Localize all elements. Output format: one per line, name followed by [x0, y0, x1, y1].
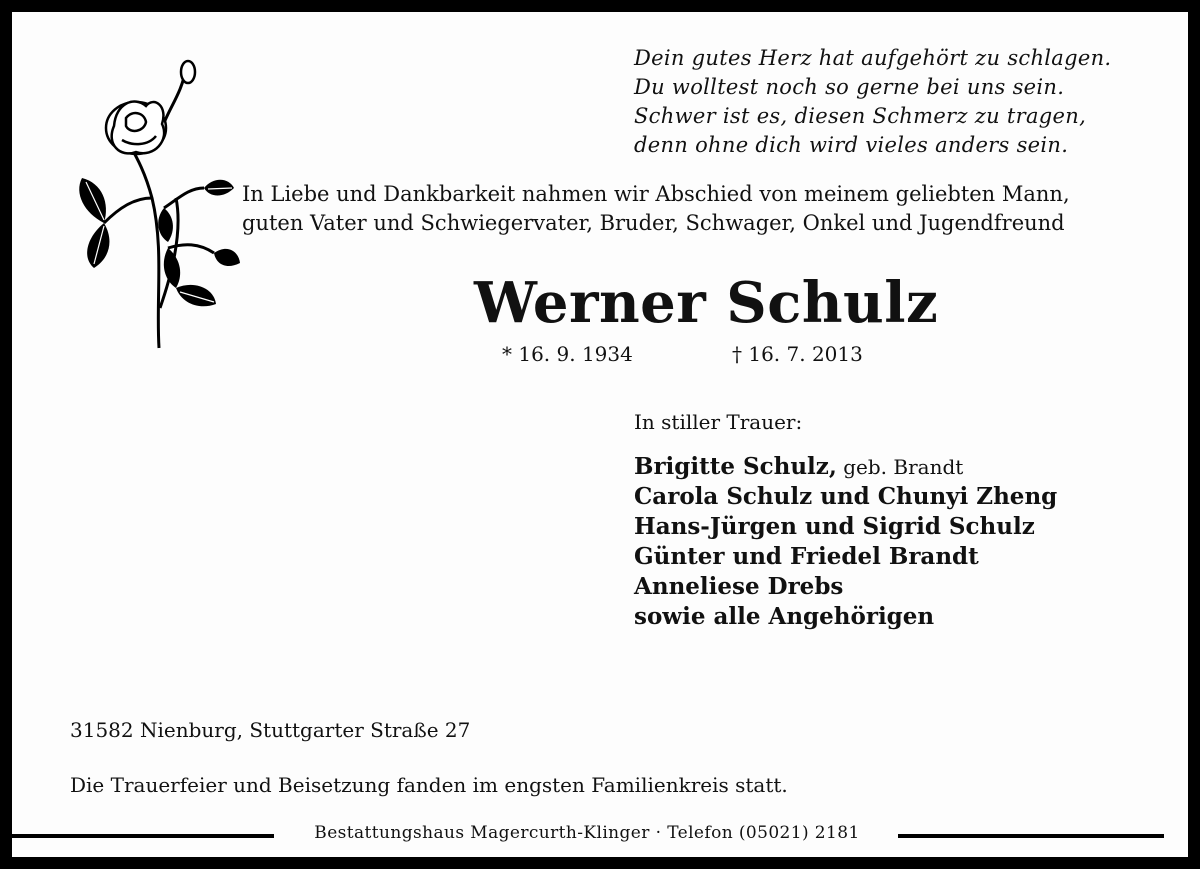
mourner-item — [634, 482, 1174, 512]
funeral-notice: Die Trauerfeier und Beisetzung fanden im engsten Familienkreis statt. — [70, 773, 788, 797]
funeral-home-footer: Bestattungshaus Magercurth-Klinger · Telefon (05021) 2181 — [314, 823, 860, 843]
mourner-list — [634, 452, 1174, 632]
mourner-item — [634, 602, 1174, 632]
poem-line: Du wolltest noch so gerne bei uns sein. — [634, 75, 1065, 99]
footer-rule-left — [12, 834, 274, 838]
rose-icon — [64, 48, 244, 358]
poem-line: denn ohne dich wird vieles anders sein. — [634, 133, 1069, 157]
farewell-line: guten Vater und Schwiegervater, Bruder, Schwager, Onkel und Jugendfreund — [242, 211, 1065, 235]
mourning-label: In stiller Trauer: — [634, 410, 803, 434]
footer-rule-right — [898, 834, 1164, 838]
mourner-name: Hans-Jürgen und Sigrid Schulz — [634, 513, 1035, 540]
poem — [634, 44, 1154, 160]
poem-line: Dein gutes Herz hat aufgehört zu schlagen. — [634, 46, 1112, 70]
mourner-item — [634, 452, 1174, 482]
mourner-item — [634, 542, 1174, 572]
deceased-name: Werner Schulz — [474, 270, 939, 336]
death-date: † 16. 7. 2013 — [732, 342, 863, 366]
mourner-name: Günter und Friedel Brandt — [634, 543, 979, 570]
birth-date: * 16. 9. 1934 — [502, 342, 633, 366]
obituary-card — [12, 12, 1188, 857]
mourner-suffix: geb. Brandt — [836, 455, 964, 479]
mourner-name: Brigitte Schulz, — [634, 453, 837, 480]
mourner-item — [634, 512, 1174, 542]
mourner-item — [634, 572, 1174, 602]
address: 31582 Nienburg, Stuttgarter Straße 27 — [70, 718, 471, 742]
mourner-name: Anneliese Drebs — [634, 573, 844, 600]
mourner-name: sowie alle Angehörigen — [634, 603, 935, 630]
poem-line: Schwer ist es, diesen Schmerz zu tragen, — [634, 104, 1087, 128]
farewell-text — [242, 180, 1182, 238]
farewell-line: In Liebe und Dankbarkeit nahmen wir Abschied von meinem geliebten Mann, — [242, 182, 1070, 206]
mourner-name: Carola Schulz und Chunyi Zheng — [634, 483, 1058, 510]
